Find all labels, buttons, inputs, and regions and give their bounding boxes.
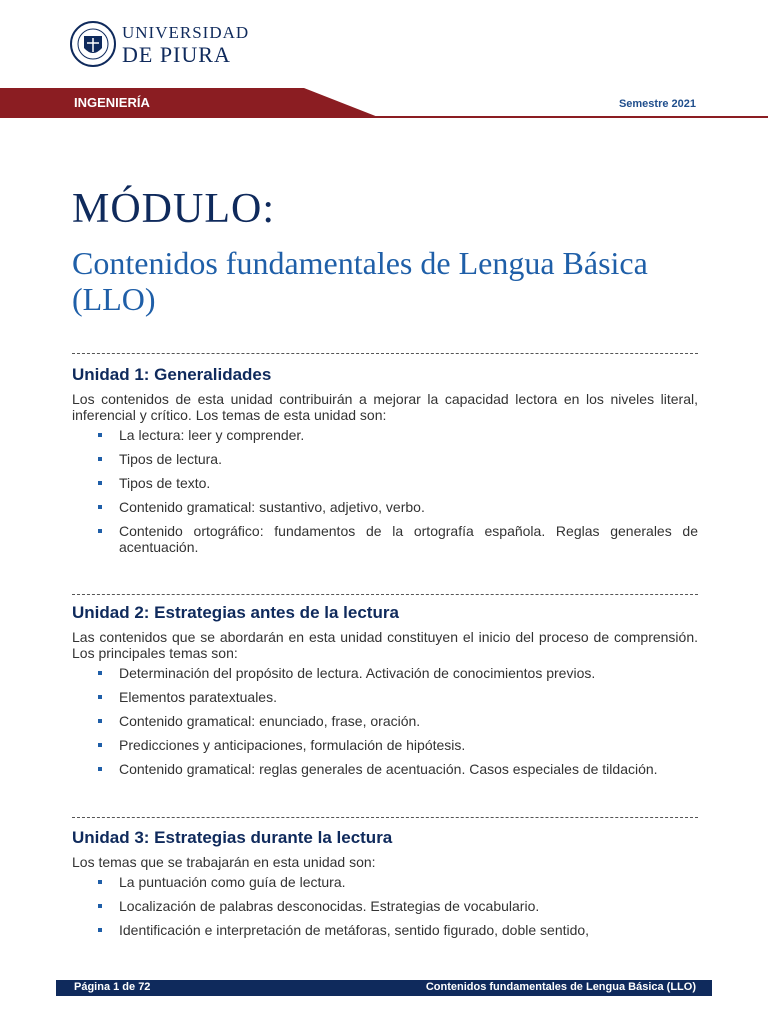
list-item: Identificación e interpretación de metáforas, sentido figurado, doble sentido, [72,922,698,938]
unit-divider [72,817,698,818]
list-item: Contenido gramatical: reglas generales de acentuación. Casos especiales de tildación. [72,761,698,777]
list-item: La puntuación como guía de lectura. [72,874,698,890]
logo-line-2: DE PIURA [122,42,231,67]
list-item: Contenido ortográfico: fundamentos de la ortografía española. Reglas generales de acentuación. [72,523,698,555]
unit-section [72,603,698,785]
unit-divider [72,594,698,595]
topic-list [72,427,698,555]
list-item: Predicciones y anticipaciones, formulación de hipótesis. [72,737,698,753]
unit-intro: Las contenidos que se abordarán en esta unidad constituyen el inicio del proceso de comprensión. Los principales temas son: [72,629,698,661]
banner-red-shape [0,88,378,118]
topic-list [72,874,698,938]
semester-label: Semestre 2021 [618,98,696,110]
university-seal-icon [70,16,116,72]
list-item: Tipos de texto. [72,475,698,491]
unit-title: Unidad 1: Generalidades [72,365,272,384]
unit-divider [72,353,698,354]
unit-intro: Los temas que se trabajarán en esta unidad son: [72,854,376,870]
unit-section [72,828,698,946]
university-logo [70,16,249,72]
list-item: La lectura: leer y comprender. [72,427,698,443]
list-item: Elementos paratextuales. [72,689,698,705]
unit-intro: Los contenidos de esta unidad contribuirán a mejorar la capacidad lectora en los niveles literal, inferencial y crítico. Los temas de esta unidad son: [72,391,698,423]
module-subtitle: Contenidos fundamentales de Lengua Básica (LLO) [72,245,648,317]
module-heading: MÓDULO: [72,186,275,232]
list-item: Contenido gramatical: sustantivo, adjetivo, verbo. [72,499,698,515]
unit-title: Unidad 3: Estrategias durante la lectura [72,828,393,847]
banner-rule [0,116,768,118]
list-item: Localización de palabras desconocidas. Estrategias de vocabulario. [72,898,698,914]
page-footer [56,980,712,996]
unit-title: Unidad 2: Estrategias antes de la lectura [72,603,399,622]
unit-section [72,365,698,563]
footer-doc-title: Contenidos fundamentales de Lengua Básica (LLO) [425,981,696,993]
faculty-label: INGENIERÍA [74,95,150,110]
logo-line-1: UNIVERSIDAD [122,23,250,42]
header-banner [0,88,768,118]
list-item: Tipos de lectura. [72,451,698,467]
page-number: Página 1 de 72 [74,981,151,993]
list-item: Determinación del propósito de lectura. Activación de conocimientos previos. [72,665,698,681]
topic-list [72,665,698,777]
list-item: Contenido gramatical: enunciado, frase, oración. [72,713,698,729]
